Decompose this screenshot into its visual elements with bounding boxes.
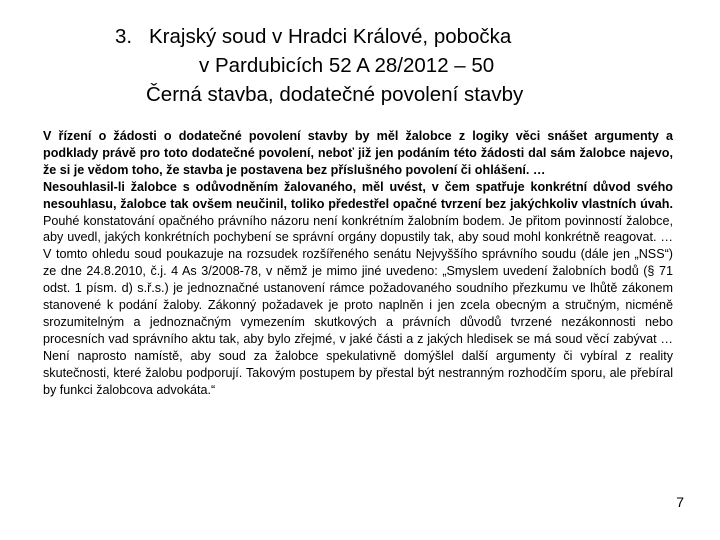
- title-number: 3.: [115, 25, 133, 48]
- title-line-1: [0, 22, 720, 51]
- paragraph-2-rest: Pouhé konstatování opačného právního názoru není konkrétním žalobním bodem. Je přitom povinností žalobce, aby uvedl, jakých konkrétních pochybení se správní orgány dopustily tak, aby soud mohl konkrétně reagovat. … V tomto ohledu soud poukazuje na rozsudek rozšířeného senátu Nejvyššího správního soudu (dále jen „NSS“) ze dne 24.8.2010, č.j. 4 As 3/2008-78, v němž je mimo jiné uvedeno: „Smyslem uvedení žalobních bodů (§ 71 odst. 1 písm. d) s.ř.s.) je jednoznačné ustanovení rámce požadovaného soudního přezkumu ve lhůtě zákonem stanovené k podání žaloby. Zákonný požadavek je proto naplněn i jen zcela obecným a stručným, nicméně srozumitelným a jednoznačným vymezením skutkových a právních důvodů tvrzené nezákonnosti nebo procesních vad správního aktu tak, aby bylo zřejmé, v jaké části a z jakých hledisek se má soud věcí zabývat … Není naprosto namístě, aby soud za žalobce spekulativně domýšlel další argumenty či vybíral z reality skutečnosti, které žalobu podporují. Takovým postupem by přestal být nestranným rozhodčím sporu, ale přebíral by funkci žalobcova advokáta.“: [43, 213, 673, 397]
- page-number: 7: [676, 494, 684, 510]
- slide-title: [0, 22, 720, 109]
- title-line-3: Černá stavba, dodatečné povolení stavby: [146, 83, 524, 106]
- paragraph-2-bold: Nesouhlasil-li žalobce s odůvodněním žalovaného, měl uvést, v čem spatřuje konkrétní důvod svého nesouhlasu, žalobce tak ovšem neučinil, toliko předestřel opačné tvrzení bez jakýchkoliv vlastních úvah.: [43, 179, 673, 211]
- body-text: [43, 128, 673, 399]
- paragraph-2: [43, 179, 673, 399]
- title-text-1: Krajský soud v Hradci Králové, pobočka: [149, 25, 512, 48]
- title-line-2: v Pardubicích 52 A 28/2012 – 50: [199, 54, 495, 77]
- paragraph-1: V řízení o žádosti o dodatečné povolení stavby by měl žalobce z logiky věci snášet argumenty a podklady právě pro toto dodatečné povolení, neboť již jen podáním této žádosti dal sám žalobce najevo, že si je vědom toho, že stavba je postavena bez příslušného povolení či ohlášení. …: [43, 129, 673, 177]
